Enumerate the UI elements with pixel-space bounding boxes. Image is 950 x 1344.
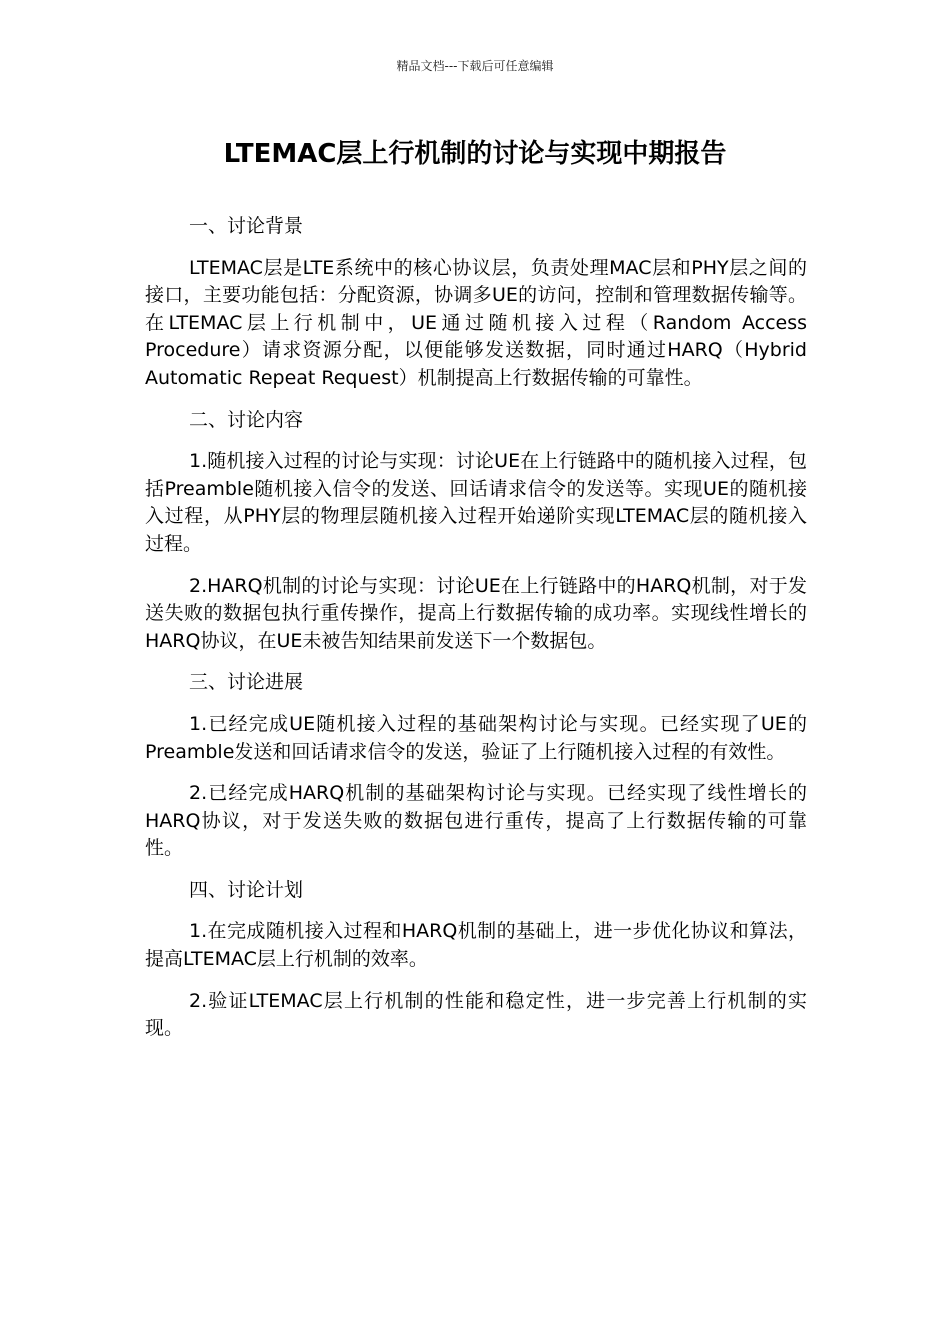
paragraph-harq: 2.HARQ机制的讨论与实现：讨论UE在上行链路中的HARQ机制，对于发送失败的数据包执行重传操作，提高上行数据传输的成功率。实现线性增长的HARQ协议，在UE未被告知结果前发送下一个数据包。: [145, 574, 807, 652]
header-note: 精品文档---下载后可任意编辑: [396, 59, 554, 73]
section-heading-progress: 三、讨论进展: [189, 671, 304, 694]
section-heading-background: 一、讨论背景: [189, 215, 304, 237]
paragraph-background: LTEMAC层是LTE系统中的核心协议层，负责处理MAC层和PHY层之间的接口，主要功能包括：分配资源，协调多UE的访问，控制和管理数据传输等。在LTEMAC层上行机制中，UE通过随机接入过程（Random Access Procedure）请求资源分配，以便能够发送数据，同时通过HARQ（Hybrid Automatic Repeat Request）机制提高上行数据传输的可靠性。: [145, 256, 807, 389]
paragraph-plan-optimize: 1.在完成随机接入过程和HARQ机制的基础上，进一步优化协议和算法，提高LTEMAC层上行机制的效率。: [145, 920, 807, 971]
paragraph-progress-random-access: 1.已经完成UE随机接入过程的基础架构讨论与实现。已经实现了UE的Preamble发送和回话请求信令的发送，验证了上行随机接入过程的有效性。: [145, 712, 807, 763]
paragraph-progress-harq: 2.已经完成HARQ机制的基础架构讨论与实现。已经实现了线性增长的HARQ协议，对于发送失败的数据包进行重传，提高了上行数据传输的可靠性。: [145, 782, 807, 860]
section-heading-content: 二、讨论内容: [189, 408, 304, 431]
paragraph-random-access: 1.随机接入过程的讨论与实现：讨论UE在上行链路中的随机接入过程，包括Preamble随机接入信令的发送、回话请求信令的发送等。实现UE的随机接入过程，从PHY层的物理层随机接入过程开始递阶实现LTEMAC层的随机接入过程。: [145, 450, 807, 555]
document-body: [145, 213, 807, 1057]
document-title: LTEMAC层上行机制的讨论与实现中期报告: [223, 139, 727, 169]
paragraph-plan-verify: 2.验证LTEMAC层上行机制的性能和稳定性，进一步完善上行机制的实现。: [145, 989, 807, 1040]
section-heading-plan: 四、讨论计划: [189, 878, 304, 901]
